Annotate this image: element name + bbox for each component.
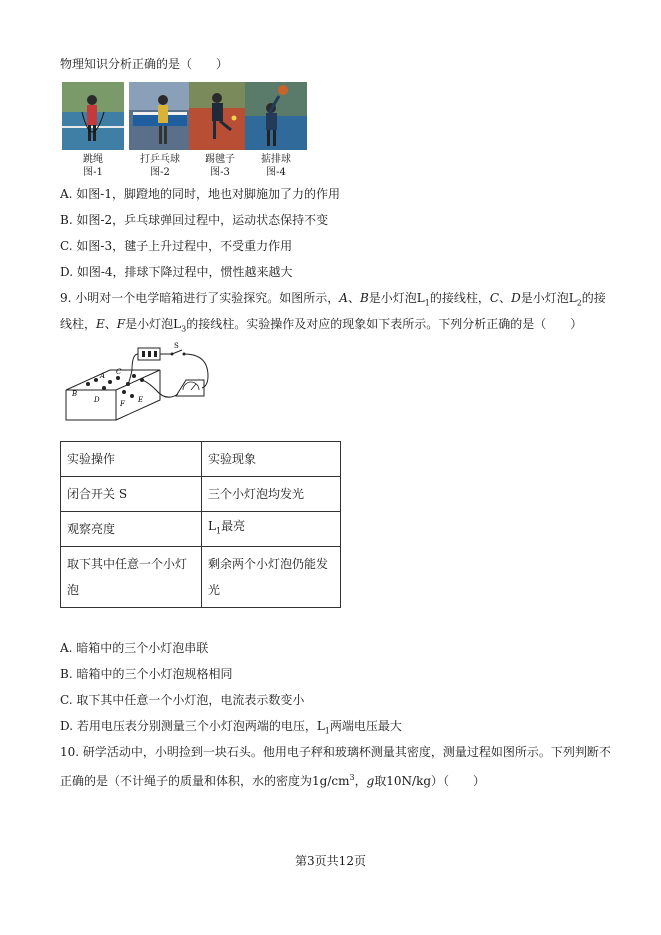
terminal-label-e: E [138,396,144,404]
q9-option-c[interactable]: C. 取下其中任意一个小灯泡，电流表示数变小 [60,693,305,707]
figure-3-photo [189,82,251,150]
terminal-label-f: F [120,400,125,408]
q8-option-a[interactable]: A. 如图-1，脚蹬地的同时，地也对脚施加了力的作用 [60,187,340,201]
terminal-label-a: A [100,372,106,380]
q10-stem-line2: 正确的是（不计绳子的质量和体积，水的密度为$1g/cm^3$，g取10N/kg）（ ） [60,773,486,788]
q9-option-d[interactable]: D. 若用电压表分别测量三个小灯泡两端的电压，$L_1$两端电压最大 [60,719,402,736]
figure-3-number: 图-3 [210,167,230,178]
figure-2-label: 打乒乓球 [140,154,180,165]
table-cell-op-3: 取下其中任意一个小灯 泡 [61,547,202,608]
q9-option-a[interactable]: A. 暗箱中的三个小灯泡串联 [60,641,209,655]
q8-option-d[interactable]: D. 如图-4，排球下降过程中，惯性越来越大 [60,265,293,279]
terminal-label-d: D [94,396,100,404]
table-header-phenomenon: 实验现象 [202,442,341,477]
figure-1-number: 图-1 [83,167,103,178]
figure-3-label: 踢毽子 [205,154,235,165]
figure-2-number: 图-2 [150,167,170,178]
figure-2-photo [129,82,191,150]
table-cell-op-1: 闭合开关 S [61,477,202,512]
page-footer: 第3页共12页 [295,854,366,868]
q10-stem-line1: 10. 研学活动中，小明捡到一块石头。他用电子秤和玻璃杯测量其密度，测量过程如图所示。下列判断不 [60,745,611,759]
table-cell-op-2: 观察亮度 [61,512,202,547]
figure-1-photo [62,82,124,150]
table-cell-ph-1: 三个小灯泡均发光 [202,477,341,512]
terminal-label-c: C [116,368,122,376]
figure-4-label: 掂排球 [261,154,291,165]
q9-stem-line2: 线柱，E、F是小灯泡$L_3$的接线柱。实验操作及对应的现象如下表所示。下列分析正确的是（ ） [60,317,583,334]
terminal-label-b: B [72,390,78,398]
table-header-operation: 实验操作 [61,442,202,477]
q9-option-b[interactable]: B. 暗箱中的三个小灯泡规格相同 [60,667,233,681]
q8-stem-tail: 物理知识分析正确的是（ ） [60,57,229,71]
circuit-diagram [60,340,220,430]
table-cell-ph-3: 剩余两个小灯泡仍能发 光 [202,547,341,608]
q9-stem-line1: 9. 小明对一个电学暗箱进行了实验探究。如图所示，A、B是小灯泡$L_1$的接线柱，C、D是小灯泡$L_2$的接 [60,291,606,308]
q8-option-c[interactable]: C. 如图-3，毽子上升过程中，不受重力作用 [60,239,293,253]
switch-label: S [174,342,179,350]
experiment-table [60,441,341,608]
figure-4-number: 图-4 [266,167,286,178]
table-cell-ph-2: $L_1$最亮 [202,512,341,547]
figure-4-photo [245,82,307,150]
figure-1-label: 跳绳 [83,154,103,165]
q8-option-b[interactable]: B. 如图-2，乒乓球弹回过程中，运动状态保持不变 [60,213,329,227]
